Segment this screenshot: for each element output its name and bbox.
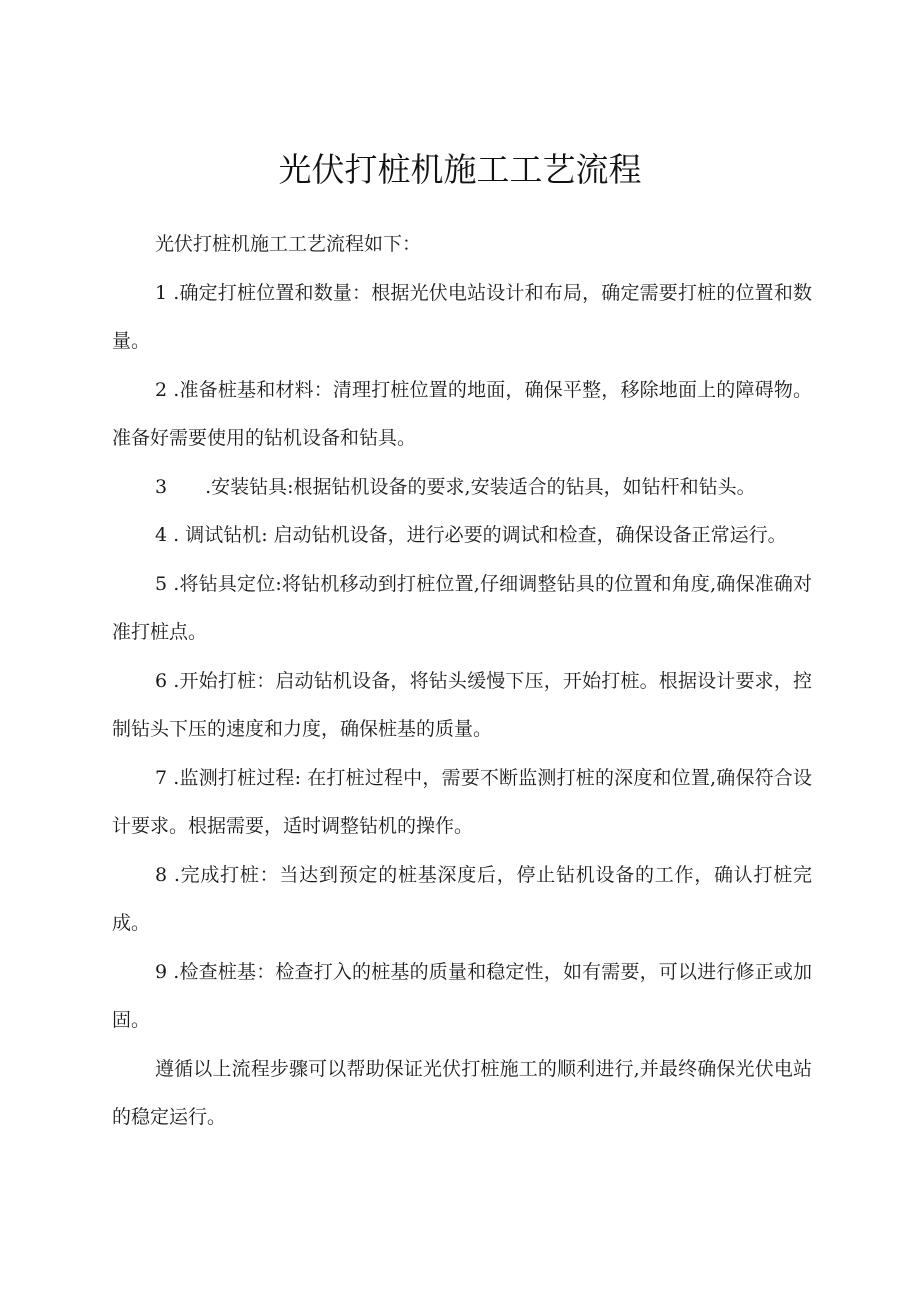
document-title: 光伏打桩机施工工艺流程	[278, 150, 642, 190]
document-body	[112, 220, 812, 1142]
step-2-paragraph: 2 .准备桩基和材料：清理打桩位置的地面，确保平整，移除地面上的障碍物。准备好需要使用的钻机设备和钻具。	[112, 378, 812, 449]
step-7-paragraph: 7 .监测打桩过程: 在打桩过程中，需要不断监测打桩的深度和位置,确保符合设计要求。根据需要，适时调整钻机的操作。	[112, 766, 812, 837]
intro-paragraph: 光伏打桩机施工工艺流程如下：	[155, 233, 422, 255]
step-3-paragraph: 3 .安装钻具:根据钻机设备的要求,安装适合的钻具，如钻杆和钻头。	[155, 475, 756, 498]
step-5-paragraph: 5 .将钻具定位:将钻机移动到打桩位置,仔细调整钻具的位置和角度,确保准确对准打桩点。	[112, 572, 812, 643]
conclusion-paragraph: 遵循以上流程步骤可以帮助保证光伏打桩施工的顺利进行,并最终确保光伏电站的稳定运行。	[112, 1057, 812, 1128]
step-8-paragraph: 8 .完成打桩：当达到预定的桩基深度后，停止钻机设备的工作，确认打桩完成。	[112, 863, 812, 934]
step-6-paragraph: 6 .开始打桩：启动钻机设备，将钻头缓慢下压，开始打桩。根据设计要求，控制钻头下压的速度和力度，确保桩基的质量。	[112, 669, 812, 740]
step-1-paragraph: 1 .确定打桩位置和数量：根据光伏电站设计和布局，确定需要打桩的位置和数量。	[112, 281, 812, 352]
step-9-paragraph: 9 .检查桩基：检查打入的桩基的质量和稳定性，如有需要，可以进行修正或加固。	[112, 960, 812, 1031]
step-4-paragraph: 4 . 调试钻机: 启动钻机设备，进行必要的调试和检查，确保设备正常运行。	[155, 524, 787, 546]
